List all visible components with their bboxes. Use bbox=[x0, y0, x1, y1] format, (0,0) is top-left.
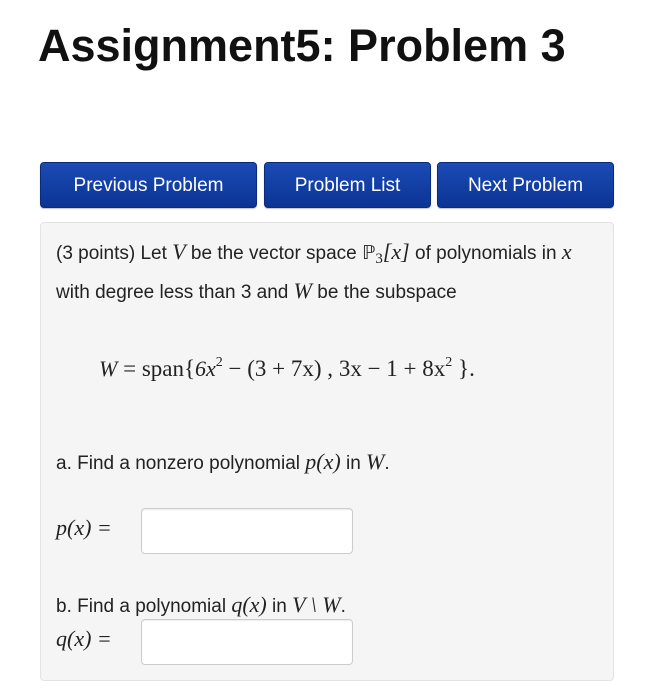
answer-p-label-text: p(x) = bbox=[56, 515, 112, 540]
problem-statement bbox=[56, 236, 596, 309]
part-a-expr: p(x) bbox=[305, 449, 341, 474]
eq-open-brace: { bbox=[183, 356, 196, 381]
eq-span: span bbox=[141, 356, 184, 381]
problem-list-button[interactable]: Problem List bbox=[264, 162, 431, 208]
answer-q-label-text: q(x) = bbox=[56, 626, 112, 651]
part-b-prefix: b. Find a polynomial bbox=[56, 596, 227, 617]
text-degree: with degree less than 3 and bbox=[56, 282, 289, 303]
answer-p-label bbox=[56, 515, 112, 541]
next-problem-button[interactable]: Next Problem bbox=[437, 162, 614, 208]
part-b-question bbox=[56, 589, 596, 623]
math-space-arg: [x] bbox=[382, 239, 410, 264]
eq-term1-exp: 2 bbox=[215, 355, 223, 370]
answer-q-input[interactable] bbox=[141, 619, 353, 665]
part-a-in: in bbox=[345, 453, 361, 474]
eq-close-brace: } bbox=[458, 356, 470, 381]
page-title: Assignment5: Problem 3 bbox=[38, 20, 566, 71]
eq-equals: = bbox=[123, 356, 137, 381]
part-a-prefix: a. Find a nonzero polynomial bbox=[56, 453, 300, 474]
problem-body bbox=[40, 222, 614, 681]
previous-problem-button[interactable]: Previous Problem bbox=[40, 162, 257, 208]
math-w: W bbox=[293, 278, 312, 303]
eq-term1-b: − (3 + 7x) , bbox=[222, 356, 334, 381]
part-b-expr: q(x) bbox=[231, 592, 267, 617]
answer-q-label bbox=[56, 626, 112, 652]
part-a-end: . bbox=[384, 453, 390, 474]
part-b-end: . bbox=[340, 596, 346, 617]
text-let: Let bbox=[140, 243, 167, 264]
math-space-sub: 3 bbox=[375, 251, 383, 267]
math-v: V bbox=[172, 239, 186, 264]
eq-term2-a: 3x − 1 + 8x bbox=[333, 356, 446, 381]
eq-term2-exp: 2 bbox=[445, 355, 453, 370]
eq-end: . bbox=[469, 356, 475, 381]
eq-lhs: W bbox=[99, 356, 118, 381]
answer-p-input[interactable] bbox=[141, 508, 353, 554]
text-be-subspace: be the subspace bbox=[317, 282, 457, 303]
math-x: x bbox=[561, 239, 572, 264]
math-space-symbol: ℙ bbox=[362, 242, 376, 264]
text-of-polynomials: of polynomials in bbox=[415, 243, 557, 264]
part-b-set: V \ W bbox=[292, 592, 341, 617]
eq-term1-a: 6x bbox=[195, 356, 216, 381]
part-a-question bbox=[56, 446, 596, 480]
text-be-vector-space: be the vector space bbox=[190, 243, 357, 264]
points-label: (3 points) bbox=[56, 243, 136, 264]
part-a-set: W bbox=[366, 449, 385, 474]
span-equation bbox=[99, 355, 475, 382]
part-b-in: in bbox=[272, 596, 287, 617]
